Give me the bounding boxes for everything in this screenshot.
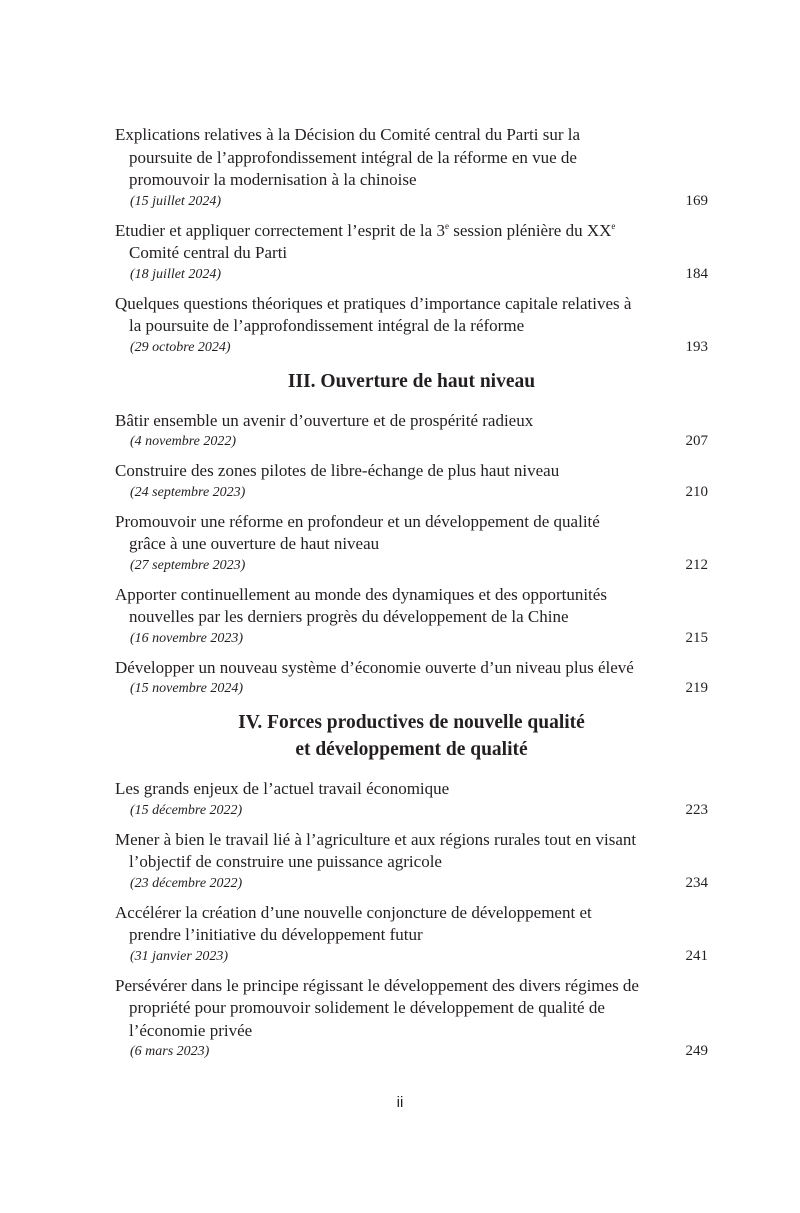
entry-date: (16 novembre 2023) [130, 630, 244, 646]
toc-entry [115, 829, 708, 895]
toc-entry [115, 778, 708, 822]
page-number: 193 [685, 338, 708, 355]
toc-entry [115, 410, 708, 454]
entry-title: Accélérer la création d’une nouvelle conjoncture de développement et prendre l’initiative du développement futur [115, 902, 592, 944]
entry-title: Promouvoir une réforme en profondeur et un développement de qualité grâce à une ouverture de haut niveau [115, 511, 600, 553]
entry-date: (23 décembre 2022) [130, 875, 243, 891]
entry-title: Développer un nouveau système d’économie ouverte d’un niveau plus élevé [115, 657, 634, 677]
entry-date: (18 juillet 2024) [130, 266, 221, 282]
entry-title: Bâtir ensemble un avenir d’ouverture et de prospérité radieux [115, 410, 534, 430]
section-heading [115, 709, 708, 763]
page-number: 249 [685, 1043, 708, 1059]
entry-date: (15 novembre 2024) [130, 681, 244, 696]
folio: ii [396, 1094, 404, 1111]
entry-title: Apporter continuellement au monde des dynamiques et des opportunités nouvelles par les derniers progrès du développement de la Chine [115, 584, 607, 626]
entry-meta [115, 801, 708, 822]
section-title-line: IV. Forces productives de nouvelle qualité [238, 712, 585, 733]
toc-entry [115, 293, 708, 359]
entry-date: (15 juillet 2024) [130, 193, 221, 209]
toc-entry [115, 220, 708, 286]
entry-meta [115, 432, 708, 453]
page-number: 223 [685, 801, 708, 818]
entry-meta [115, 629, 708, 650]
page-number: 207 [685, 433, 708, 449]
entry-date: (4 novembre 2022) [130, 434, 237, 449]
toc-entry [115, 975, 708, 1064]
page-number: 215 [685, 629, 708, 646]
entry-title: Construire des zones pilotes de libre-échange de plus haut niveau [115, 461, 560, 480]
toc-entry [115, 657, 708, 701]
section-title-line: et développement de qualité [295, 739, 528, 760]
table-of-contents [115, 124, 708, 1070]
entry-date: (24 septembre 2023) [130, 484, 246, 500]
page-number: 210 [685, 483, 708, 500]
entry-meta [115, 192, 708, 213]
entry-date: (29 octobre 2024) [130, 339, 231, 355]
entry-date: (27 septembre 2023) [130, 557, 246, 573]
page-number: 184 [685, 265, 708, 282]
entry-meta [115, 483, 708, 504]
toc-entry [115, 584, 708, 650]
entry-meta [115, 679, 708, 700]
entry-meta [115, 874, 708, 895]
entry-date: (6 mars 2023) [130, 1044, 210, 1059]
entry-title: Persévérer dans le principe régissant le développement des divers régimes de propriété pour promouvoir solidement le développement de qualité de l’économie privée [115, 975, 639, 1040]
page-number: 219 [685, 680, 708, 696]
page-number: 241 [685, 947, 708, 964]
entry-meta [115, 947, 708, 968]
entry-title: Les grands enjeux de l’actuel travail économique [115, 779, 450, 798]
entry-title [115, 220, 639, 265]
page-number: 212 [685, 556, 708, 573]
entry-date: (15 décembre 2022) [130, 802, 243, 818]
title-part: Etudier et appliquer correctement l’esprit de la 3 [115, 220, 445, 240]
title-part: session plénière du XX [448, 220, 612, 240]
toc-entry [115, 124, 708, 213]
entry-meta [115, 556, 708, 577]
page-number: 234 [685, 874, 708, 891]
entry-meta [115, 1042, 708, 1063]
toc-entry [115, 511, 708, 577]
page-number: 169 [685, 192, 708, 209]
ordinal-superscript: e [611, 220, 616, 231]
section-heading [115, 368, 708, 395]
ordinal-superscript: e [444, 220, 449, 231]
entry-title: Explications relatives à la Décision du Comité central du Parti sur la poursuite de l’approfondissement intégral de la réforme en vue de promouvoir la modernisation à la chinoise [115, 125, 581, 189]
toc-entry [115, 460, 708, 504]
entry-title: Mener à bien le travail lié à l’agriculture et aux régions rurales tout en visant l’objectif de construire une puissance agricole [115, 829, 637, 871]
title-part: Comité central du Parti [129, 243, 288, 262]
entry-title: Quelques questions théoriques et pratiques d’importance capitale relatives à la poursuite de l’approfondissement intégral de la réforme [115, 293, 632, 335]
section-title: III. Ouverture de haut niveau [287, 370, 536, 392]
entry-meta [115, 265, 708, 286]
entry-meta [115, 338, 708, 359]
toc-entry [115, 902, 708, 968]
entry-date: (31 janvier 2023) [130, 948, 228, 964]
